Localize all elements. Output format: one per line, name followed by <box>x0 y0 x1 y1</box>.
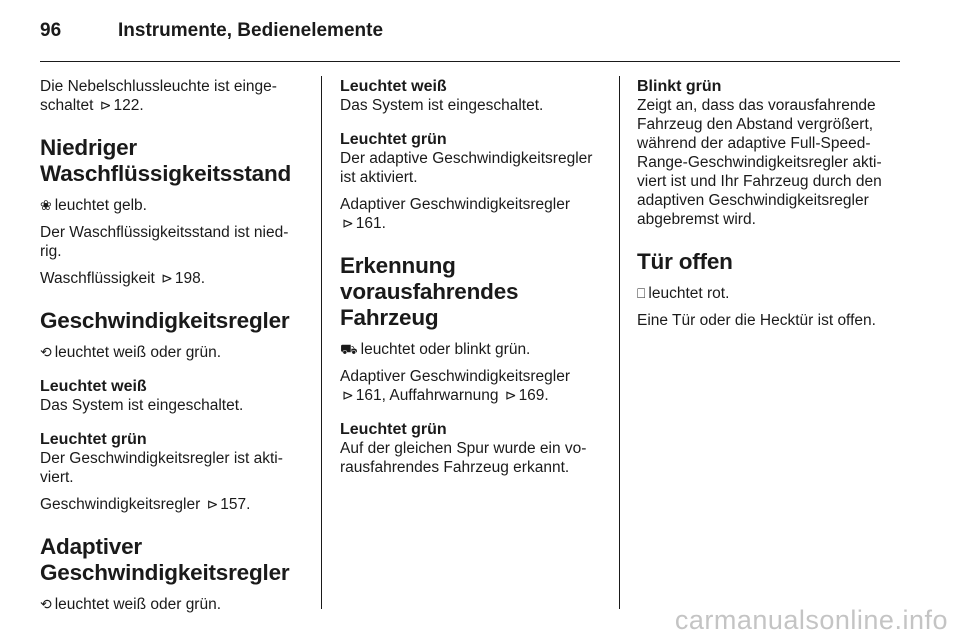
subheading-blinks-green: Blinkt grün <box>637 78 722 95</box>
subheading-lit-green: Leuchtet grün <box>340 421 447 438</box>
page-ref-link[interactable]: 198. <box>174 270 206 287</box>
page-ref-link[interactable]: 169. <box>518 387 549 404</box>
washer-fluid-icon: ❀ <box>40 197 52 213</box>
heading-door-open: Tür offen <box>637 249 733 274</box>
detect-reference: Adaptiver Geschwindigkeitsregler ⊳ 161, Auffahrwarnung ⊳ 169. <box>340 368 571 404</box>
page-ref-icon: ⊳ <box>504 387 517 403</box>
adaptive-cruise-icon: ⟲ <box>40 596 52 612</box>
blinks-green-description: Zeigt an, dass das vorausfahrende Fahrzeug den Abstand vergrößert, während der adaptive Full-Speed- Range-Geschwindigkeitsregler akti- viert ist und Ihr Fahrzeug durch den adaptiven Geschwindigkeitsregler abgebremst wird. <box>637 97 882 228</box>
lit-white-description: Das System ist eingeschaltet. <box>340 97 544 114</box>
heading-low-washer-fluid: Niedriger Waschflüssigkeitsstand <box>40 135 292 186</box>
page-ref-link[interactable]: 122. <box>113 97 144 114</box>
lit-green-description: Auf der gleichen Spur wurde ein vo- rausfahrendes Fahrzeug erkannt. <box>340 440 587 476</box>
heading-cruise-control: Geschwindigkeitsregler <box>40 308 290 333</box>
lit-white-description: Das System ist eingeschaltet. <box>40 397 244 414</box>
page-ref-icon: ⊳ <box>99 97 112 113</box>
cruise-reference: Geschwindigkeitsregler ⊳ 157. <box>40 496 251 513</box>
column-1 <box>40 77 308 622</box>
page-title: Instrumente, Bedienelemente <box>118 20 384 41</box>
column-divider-1 <box>321 76 322 609</box>
lit-green-description: Der adaptive Geschwindigkeitsregler ist aktiviert. <box>340 150 593 186</box>
page-ref-link[interactable]: 161, Auffahrwarnung <box>355 387 499 404</box>
cruise-indicator-line: ⟲ leuchtet weiß oder grün. <box>40 344 222 361</box>
column-2 <box>340 77 606 485</box>
subheading-lit-green: Leuchtet grün <box>40 431 147 448</box>
vehicle-ahead-icon: ⛟ <box>340 341 358 357</box>
page-ref-icon: ⊳ <box>342 215 354 231</box>
page-number: 96 <box>40 20 62 41</box>
washer-indicator-line: ❀ leuchtet gelb. <box>40 197 147 214</box>
heading-vehicle-ahead-detection: Erkennung vorausfahrendes Fahrzeug <box>340 253 519 330</box>
acc-reference: Adaptiver Geschwindigkeitsregler ⊳ 161. <box>340 196 571 232</box>
page-ref-icon: ⊳ <box>161 270 173 286</box>
page-ref-link[interactable]: 161. <box>355 215 386 232</box>
washer-reference: Waschflüssigkeit ⊳ 198. <box>40 270 206 287</box>
page-ref-icon: ⊳ <box>206 496 219 512</box>
door-open-icon: ⎕ <box>637 285 646 301</box>
detect-indicator-line: ⛟ leuchtet oder blinkt grün. <box>340 341 531 358</box>
footer-watermark: carmanualsonline.info <box>674 605 948 635</box>
fog-lamp-note: Die Nebelschlussleuchte ist einge- schaltet ⊳ 122. <box>40 78 277 114</box>
column-3 <box>637 77 903 338</box>
column-divider-2 <box>619 76 620 609</box>
page-ref-icon: ⊳ <box>342 387 354 403</box>
lit-green-description: Der Geschwindigkeitsregler ist akti- viert. <box>40 450 283 486</box>
door-indicator-line: ⎕ leuchtet rot. <box>637 285 730 302</box>
door-description: Eine Tür oder die Hecktür ist offen. <box>637 312 876 329</box>
cruise-control-icon: ⟲ <box>40 344 52 360</box>
subheading-lit-white: Leuchtet weiß <box>40 378 147 395</box>
subheading-lit-green: Leuchtet grün <box>340 131 447 148</box>
subheading-lit-white: Leuchtet weiß <box>340 78 447 95</box>
page-ref-link[interactable]: 157. <box>220 496 251 513</box>
adaptive-indicator-line: ⟲ leuchtet weiß oder grün. <box>40 596 222 613</box>
page-header <box>40 20 900 62</box>
washer-description: Der Waschflüssigkeitsstand ist nied- rig. <box>40 224 289 260</box>
heading-adaptive-cruise-control: Adaptiver Geschwindigkeitsregler <box>40 534 290 585</box>
